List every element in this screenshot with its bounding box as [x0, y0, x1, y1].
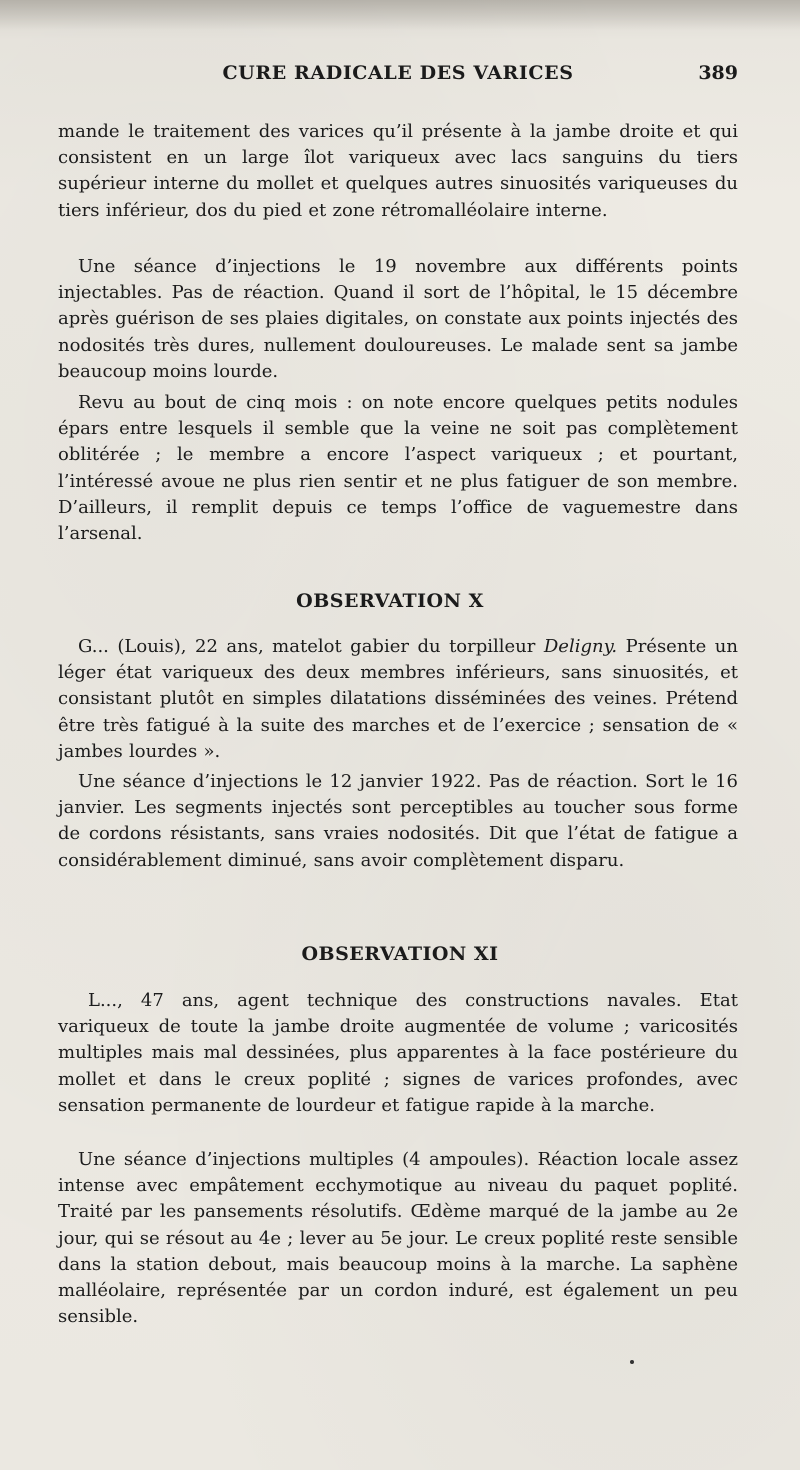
- ship-name: Deligny.: [543, 636, 618, 657]
- observation-x-intro: [58, 634, 738, 765]
- paragraph-follow-up: Revu au bout de cinq mois : on note encore quelques petits nodules épars entre lesquels il semble que la veine ne soit pas complètement oblitérée ; le membre a encore l’aspect variqueux ; et pourtant, l’intéressé avoue ne plus rien sentir et ne plus fatiguer de son membre. D’ailleurs, il remplit depuis ce temps l’office de vaguemestre dans l’arsenal.: [58, 392, 738, 545]
- running-title: CURE RADICALE DES VARICES: [222, 62, 574, 84]
- page-header: [58, 62, 738, 92]
- observation-xi-treatment: Une séance d’injections multiples (4 ampoules). Réaction locale assez intense avec empâtement ecchymotique au niveau du paquet poplité. Traité par les pansements résolutifs. Œdème marqué de la jambe au 2e jour, qui se résout au 4e ; lever au 5e jour. Le creux poplité reste sensible dans la station debout, mais beaucoup moins à la marche. La saphène malléolaire, représentée par un cordon induré, est également un peu sensible.: [58, 1149, 738, 1328]
- observation-x-treatment: Une séance d’injections le 12 janvier 1922. Pas de réaction. Sort le 16 janvier. Les segments injectés sont perceptibles au toucher sous forme de cordons résistants, sans vraies nodosités. Dit que l’état de fatigue a considérablement diminué, sans avoir complètement disparu.: [58, 771, 738, 871]
- paragraph-continuation: mande le traitement des varices qu’il présente à la jambe droite et qui consistent en un large îlot variqueux avec lacs sanguins du tiers supérieur interne du mollet et quelques autres sinuosités variqueuses du tiers inférieur, dos du pied et zone rétromalléolaire interne.: [58, 121, 738, 221]
- scan-shadow: [0, 0, 800, 30]
- observation-xi-intro: L..., 47 ans, agent technique des constructions navales. Etat variqueux de toute la jambe droite augmentée de volume ; varicosités multiples mais mal dessinées, plus apparentes à la face postérieure du mollet et dans le creux poplité ; signes de varices profondes, avec sensation permanente de lourdeur et fatigue rapide à la marche.: [58, 990, 738, 1116]
- observation-xi-heading: OBSERVATION XI: [301, 943, 499, 965]
- page-number: 389: [698, 62, 738, 84]
- observation-x-heading: OBSERVATION X: [296, 590, 484, 612]
- scan-speck: [630, 1360, 634, 1364]
- observation-x-intro-end: Présente un léger état variqueux des deux membres inférieurs, sans sinuosités, et consistant plutôt en simples dilatations disséminées des veines. Prétend être très fatigué à la suite des marches et de l’exercice ; sensation de « jambes lourdes ».: [58, 636, 738, 762]
- paragraph-injection-session: Une séance d’injections le 19 novembre aux différents points injectables. Pas de réaction. Quand il sort de l’hôpital, le 15 décembre après guérison de ses plaies digitales, on constate aux points injectés des nodosités très dures, nullement douloureuses. Le malade sent sa jambe beaucoup moins lourde.: [58, 256, 738, 382]
- observation-x-intro-start: G... (Louis), 22 ans, matelot gabier du torpilleur: [78, 636, 544, 657]
